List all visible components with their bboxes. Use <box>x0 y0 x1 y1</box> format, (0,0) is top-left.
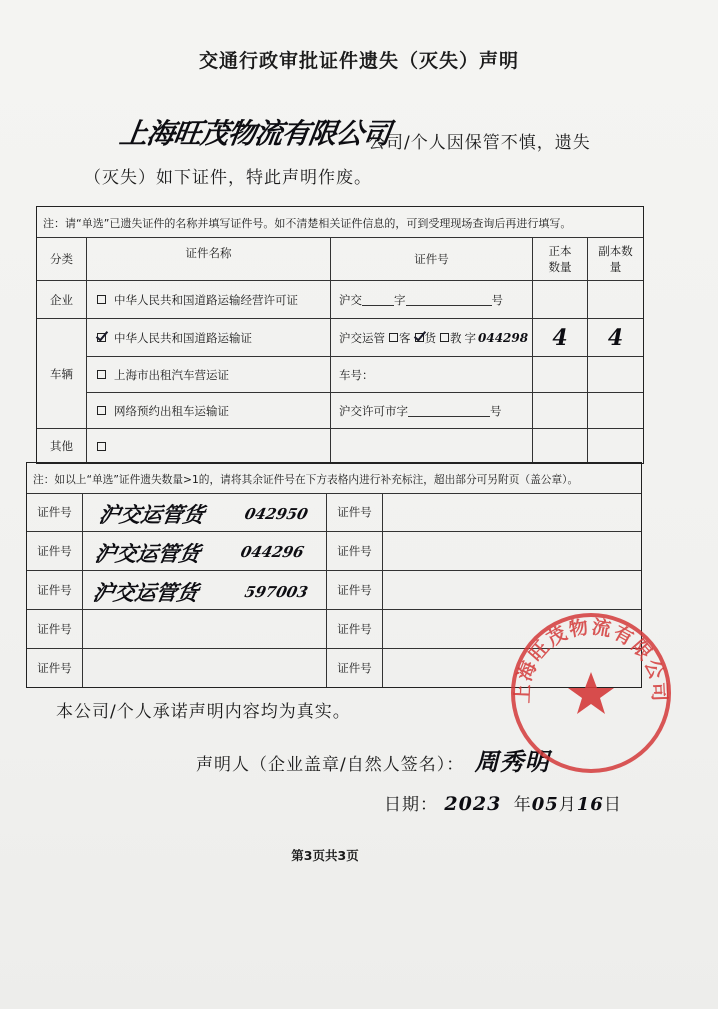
other-original <box>533 429 588 463</box>
option-cargo: 货 <box>424 330 436 345</box>
date-month-unit: 月 <box>558 795 577 815</box>
header-cert-name: 证件名称 <box>87 237 331 281</box>
supp-entry-2-num: 044296 <box>239 543 306 561</box>
header-original-count: 正本数量 <box>533 237 588 281</box>
row-other-name <box>87 429 331 463</box>
row-other-no <box>331 429 533 463</box>
seal-text: 上海旺茂物流有限公司 <box>511 615 671 704</box>
taxi-copy <box>588 357 643 393</box>
declaration-line-1-text: 公司/个人因保管不慎，遗失 <box>368 133 591 153</box>
company-seal <box>506 608 676 778</box>
cert-no-prefix: 沪交许可市字 <box>339 403 408 418</box>
header-cert-no: 证件号 <box>331 237 533 281</box>
cert-no-label: 证件号 <box>327 532 383 571</box>
cert-no-suffix: 号 <box>491 292 503 307</box>
blank-line <box>362 294 394 306</box>
cert-no-label: 证件号 <box>27 571 83 610</box>
table2-note: 注：如以上“单选”证件遗失数量>1的，请将其余证件号在下方表格内进行补充标注，超出部分可另附页（盖公章）。 <box>33 473 579 486</box>
header-copy-count: 副本数量 <box>588 237 643 281</box>
cert-name-enterprise: 中华人民共和国道路运输经营许可证 <box>114 292 298 307</box>
date-month-handwritten: 05 <box>531 794 559 815</box>
supp-cert-cell <box>383 532 641 571</box>
category-other: 其他 <box>37 429 87 463</box>
commitment-text: 本公司/个人承诺声明内容均为真实。 <box>56 702 351 722</box>
page-number: 第3页共3页 <box>291 848 359 863</box>
cert-no-char: 字 <box>464 330 476 345</box>
blank-line <box>408 405 490 417</box>
cert-no-label: 证件号 <box>327 571 383 610</box>
row-enterprise-no <box>331 281 533 319</box>
supp-cert-cell <box>383 571 641 610</box>
signature-label: 声明人（企业盖章/自然人签名）： <box>196 755 465 775</box>
option-teaching: 教 <box>450 330 462 345</box>
seal-star-icon <box>568 672 614 714</box>
supp-cert-cell <box>383 493 641 532</box>
cert-no-prefix: 沪交 <box>339 292 362 307</box>
table-note: 注：请“单选”已遗失证件的名称并填写证件号。如不清楚相关证件信息的，可到受理现场查询后再进行填写。 <box>43 217 572 230</box>
header-category: 分类 <box>37 237 87 281</box>
checkbox-road-transport[interactable] <box>97 333 106 342</box>
row-taxi-no <box>331 357 533 393</box>
signature-handwritten: 周秀明 <box>474 747 550 776</box>
cert-no-label: 证件号 <box>327 649 383 687</box>
declaration-line-1 <box>117 112 680 153</box>
row-online-taxi-no <box>331 393 533 429</box>
supp-entry-1-text: 沪交运管货 <box>96 502 207 527</box>
supp-entry-3-num: 597003 <box>243 583 310 601</box>
checkbox-taxi[interactable] <box>97 370 106 379</box>
row-enterprise-name <box>87 281 331 319</box>
cert-no-label: 证件号 <box>27 649 83 687</box>
cert-name-online-taxi: 网络预约出租车运输证 <box>114 403 229 418</box>
supp-entry-2-text: 沪交运管货 <box>92 541 203 566</box>
cert-no-label: 证件号 <box>327 610 383 649</box>
cert-no-suffix: 号 <box>490 403 502 418</box>
row-road-transport-name <box>87 319 331 357</box>
company-name-handwritten: 上海旺茂物流有限公司 <box>117 117 393 150</box>
date-day-unit: 日 <box>603 795 622 815</box>
declaration-line-2: （灭失）如下证件，特此声明作废。 <box>84 168 372 188</box>
checkbox-other[interactable] <box>97 442 106 451</box>
row-online-taxi-name <box>87 393 331 429</box>
page-title: 交通行政审批证件遗失（灭失）声明 <box>198 50 519 72</box>
cert-name-taxi: 上海市出租汽车营运证 <box>114 367 229 382</box>
checkbox-cargo[interactable] <box>415 333 424 342</box>
date-day-handwritten: 16 <box>576 794 604 815</box>
cert-name-road-transport: 中华人民共和国道路运输证 <box>114 330 252 345</box>
cert-no-label: 证件号 <box>27 610 83 649</box>
row-taxi-name <box>87 357 331 393</box>
road-transport-copy-count: 4 <box>588 319 643 357</box>
checkbox-teaching[interactable] <box>440 333 449 342</box>
checkbox-passenger[interactable] <box>389 333 398 342</box>
online-taxi-copy <box>588 393 643 429</box>
date-year-handwritten: 2023 <box>444 793 502 815</box>
row-road-transport-no <box>331 319 533 357</box>
supp-entry-1-num: 042950 <box>243 505 310 523</box>
date-year-unit: 年 <box>513 795 532 815</box>
cert-no-label: 证件号 <box>27 532 83 571</box>
cert-no-prefix: 沪交运管 <box>339 330 385 345</box>
lost-certificate-table <box>36 206 644 464</box>
date-line <box>384 790 622 815</box>
online-taxi-original <box>533 393 588 429</box>
category-vehicle: 车辆 <box>37 319 87 429</box>
supp-cert-cell <box>83 649 327 687</box>
cert-no-mid: 字 <box>394 292 406 307</box>
supp-entry-3-text: 沪交运管货 <box>90 580 201 605</box>
taxi-original <box>533 357 588 393</box>
cert-no-label: 证件号 <box>27 493 83 532</box>
cert-no-handwritten: 044298 <box>478 330 529 345</box>
category-enterprise: 企业 <box>37 281 87 319</box>
blank-line <box>406 294 492 306</box>
checkbox-enterprise[interactable] <box>97 295 106 304</box>
supp-cert-cell <box>83 610 327 649</box>
cert-no-label: 证件号 <box>327 493 383 532</box>
option-passenger: 客 <box>399 330 411 345</box>
date-label: 日期： <box>384 795 438 815</box>
enterprise-copy <box>588 281 643 319</box>
taxi-plate-label: 车号： <box>339 367 374 382</box>
signature-line <box>196 742 550 777</box>
checkbox-online-taxi[interactable] <box>97 406 106 415</box>
road-transport-original-count: 4 <box>533 319 588 357</box>
other-copy <box>588 429 643 463</box>
enterprise-original <box>533 281 588 319</box>
